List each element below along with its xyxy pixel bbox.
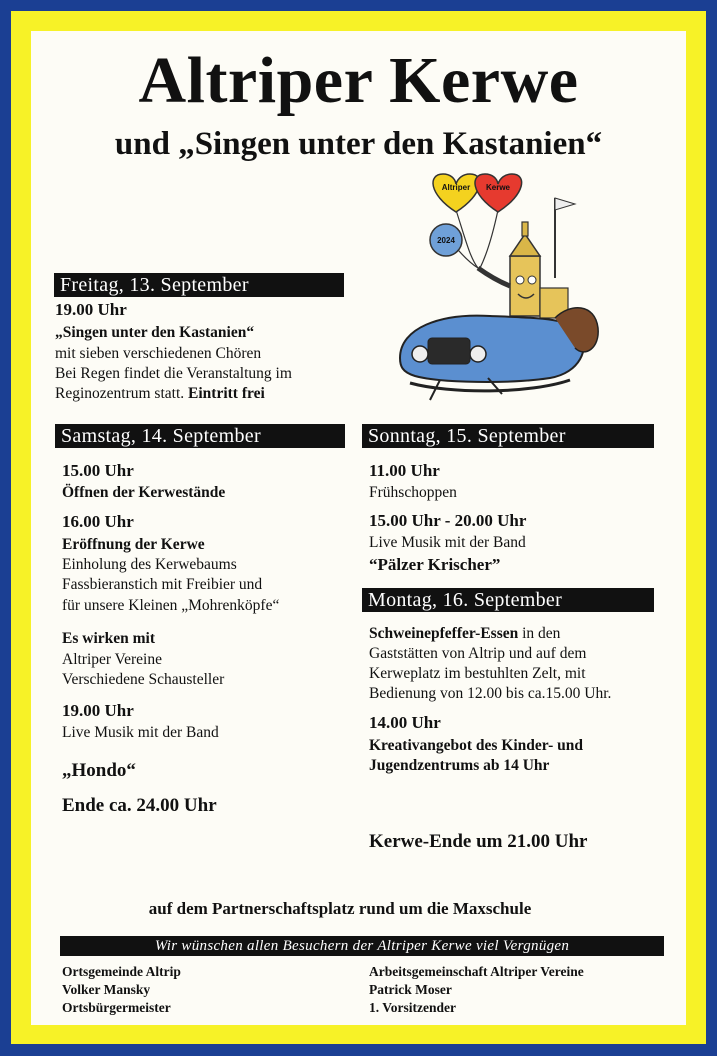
sunday-band: “Pälzer Krischer” [369,555,501,574]
free-entry-text: Eintritt frei [188,385,265,402]
monday-event-2-b: Jugendzentrums ab 14 Uhr [369,757,550,774]
red-heart-balloon [475,174,522,212]
bumper-car [400,308,598,400]
sunday-heading: Sonntag, 15. September [362,424,654,448]
monday-event-2-a: Kreativangebot des Kinder- und [369,737,584,754]
footer-right-3: 1. Vorsitzender [369,1000,456,1015]
monday-line-a: Gaststätten von Altrip und auf dem [369,645,587,662]
friday-location-text: Reginozentrum statt. [55,385,185,402]
saturday-line-b: Fassbieranstich mit Freibier und [62,576,263,593]
location-text: auf dem Partnerschaftsplatz rund um die Maxschule [148,899,532,918]
monday-event-1-rest: in den [522,625,561,642]
wish-banner: Wir wünschen allen Besuchern der Altriper Kerwe viel Vergnügen [60,936,664,956]
monday-heading: Montag, 16. September [362,588,654,612]
monday-line-b: Kerweplatz im bestuhlten Zelt, mit [369,665,586,682]
participant-1: Altriper Vereine [62,651,162,668]
friday-line-3 [55,384,265,403]
saturday-line-c: für unsere Kleinen „Mohrenköpfe“ [62,597,280,614]
yellow-heart-balloon [433,174,480,212]
saturday-time-2: 16.00 Uhr [62,512,134,531]
saturday-time-1: 15.00 Uhr [62,461,134,480]
saturday-event-3: Live Musik mit der Band [62,724,219,741]
saturday-end: Ende ca. 24.00 Uhr [62,795,217,816]
saturday-heading: Samstag, 14. September [55,424,345,448]
participant-2: Verschiedene Schausteller [62,671,225,688]
footer-left-3: Ortsbürgermeister [62,1000,171,1015]
saturday-time-3: 19.00 Uhr [62,701,134,720]
balloon-label-3: 2024 [437,236,455,245]
kerwe-end: Kerwe-Ende um 21.00 Uhr [369,831,588,852]
saturday-event-2: Eröffnung der Kerwe [62,536,205,553]
balloon-label-2: Kerwe [485,183,511,192]
kerwe-illustration [370,168,640,418]
tower-figure [478,198,575,318]
poster-title: Altriper Kerwe [138,44,579,117]
friday-time: 19.00 Uhr [55,300,127,319]
friday-heading: Freitag, 13. September [54,273,344,297]
monday-time-2: 14.00 Uhr [369,713,441,732]
sunday-time-1: 11.00 Uhr [369,461,440,480]
friday-line-1: mit sieben verschiedenen Chören [55,345,262,362]
monday-event-1-bold: Schweinepfeffer-Essen [369,625,519,642]
monday-event-1 [369,624,560,643]
footer-right-1: Arbeitsgemeinschaft Altriper Vereine [369,964,584,979]
footer-right-2: Patrick Moser [369,982,452,997]
footer-left-2: Volker Mansky [62,982,151,997]
sunday-event-1: Frühschoppen [369,484,457,501]
sunday-time-2: 15.00 Uhr - 20.00 Uhr [369,511,527,530]
balloon-label-1: Altriper [441,183,471,192]
poster-subtitle: und „Singen unter den Kastanien“ [114,126,603,162]
saturday-event-1: Öffnen der Kerwestände [62,484,226,501]
participants-label: Es wirken mit [62,630,155,647]
footer-left-1: Ortsgemeinde Altrip [62,964,181,979]
saturday-line-a: Einholung des Kerwebaums [62,556,237,573]
monday-line-c: Bedienung von 12.00 bis ca.15.00 Uhr. [369,685,612,702]
sunday-event-2: Live Musik mit der Band [369,534,526,551]
saturday-band: „Hondo“ [62,760,136,781]
friday-event: „Singen unter den Kastanien“ [55,324,255,341]
friday-line-2: Bei Regen findet die Veranstaltung im [55,365,292,382]
